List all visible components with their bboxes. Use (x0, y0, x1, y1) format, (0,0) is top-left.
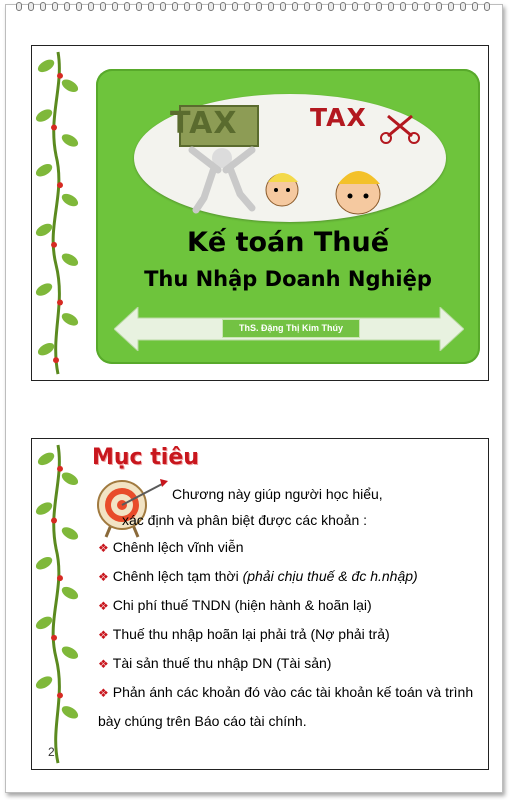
objectives-heading: Mục tiêu (92, 445, 199, 470)
binding-ring (412, 2, 418, 11)
binding-ring (280, 2, 286, 11)
objective-text: Phản ánh các khoản đó vào các tài khoản kế toán và trình bày chúng trên Báo cáo tài chính. (98, 684, 474, 729)
document-page (5, 4, 503, 793)
binding-ring (448, 2, 454, 11)
binding-ring (460, 2, 466, 11)
author-label: ThS. Đặng Thị Kim Thúy (222, 319, 360, 338)
objective-text: Chênh lệch tạm thời (112, 568, 243, 584)
objective-text-italic: (phải chịu thuế & đc h.nhập) (242, 568, 418, 584)
diamond-bullet-icon: ❖ (98, 541, 109, 555)
binding-ring (208, 2, 214, 11)
binding-ring (424, 2, 430, 11)
vine-decoration-icon (32, 439, 84, 769)
binding-ring (28, 2, 34, 11)
slide-objectives (31, 438, 489, 770)
binding-ring (160, 2, 166, 11)
title-panel (96, 69, 480, 364)
objective-text: Chênh lệch vĩnh viễn (112, 539, 244, 555)
diamond-bullet-icon: ❖ (98, 686, 109, 700)
slide-title-line2: Thu Nhập Doanh Nghiệp (144, 267, 432, 291)
intro-line1: Chương này giúp người học hiểu, (172, 486, 383, 502)
objective-item (98, 649, 474, 678)
binding-ring (244, 2, 250, 11)
binding-ring (232, 2, 238, 11)
diamond-bullet-icon: ❖ (98, 657, 109, 671)
binding-ring (16, 2, 22, 11)
binding-ring (196, 2, 202, 11)
binding-ring (292, 2, 298, 11)
binding-ring (184, 2, 190, 11)
binding-ring (304, 2, 310, 11)
tax-illustration (134, 94, 446, 222)
vine-decoration-icon (32, 46, 84, 380)
tax-word-left: TAX (170, 106, 238, 141)
objective-item (98, 591, 474, 620)
objective-text: Thuế thu nhập hoãn lại phải trả (Nợ phải trả) (112, 626, 390, 642)
binding-ring (100, 2, 106, 11)
objective-text: Chi phí thuế TNDN (hiện hành & hoãn lại) (112, 597, 372, 613)
binding-ring (220, 2, 226, 11)
binding-ring (268, 2, 274, 11)
spiral-binding (16, 2, 504, 12)
diamond-bullet-icon: ❖ (98, 599, 109, 613)
diamond-bullet-icon: ❖ (98, 570, 109, 584)
diamond-bullet-icon: ❖ (98, 628, 109, 642)
binding-ring (40, 2, 46, 11)
binding-ring (484, 2, 490, 11)
tax-word-right: TAX (310, 103, 367, 132)
binding-ring (172, 2, 178, 11)
binding-ring (88, 2, 94, 11)
binding-ring (436, 2, 442, 11)
objectives-content (98, 481, 474, 735)
binding-ring (136, 2, 142, 11)
binding-ring (376, 2, 382, 11)
binding-ring (52, 2, 58, 11)
binding-ring (64, 2, 70, 11)
objective-item (98, 533, 474, 562)
binding-ring (76, 2, 82, 11)
binding-ring (256, 2, 262, 11)
intro-line2: xác định và phân biệt được các khoản : (122, 512, 368, 528)
binding-ring (388, 2, 394, 11)
binding-ring (112, 2, 118, 11)
binding-ring (352, 2, 358, 11)
binding-ring (400, 2, 406, 11)
objective-item (98, 562, 474, 591)
binding-ring (340, 2, 346, 11)
binding-ring (124, 2, 130, 11)
objective-text: Tài sản thuế thu nhập DN (Tài sản) (112, 655, 332, 671)
binding-ring (364, 2, 370, 11)
binding-ring (328, 2, 334, 11)
slide-title (31, 45, 489, 381)
slide-title-line1: Kế toán Thuế (186, 227, 390, 258)
binding-ring (148, 2, 154, 11)
objective-item (98, 620, 474, 649)
binding-ring (316, 2, 322, 11)
page-number: 2 (48, 745, 55, 759)
binding-ring (472, 2, 478, 11)
objective-item (98, 678, 474, 735)
